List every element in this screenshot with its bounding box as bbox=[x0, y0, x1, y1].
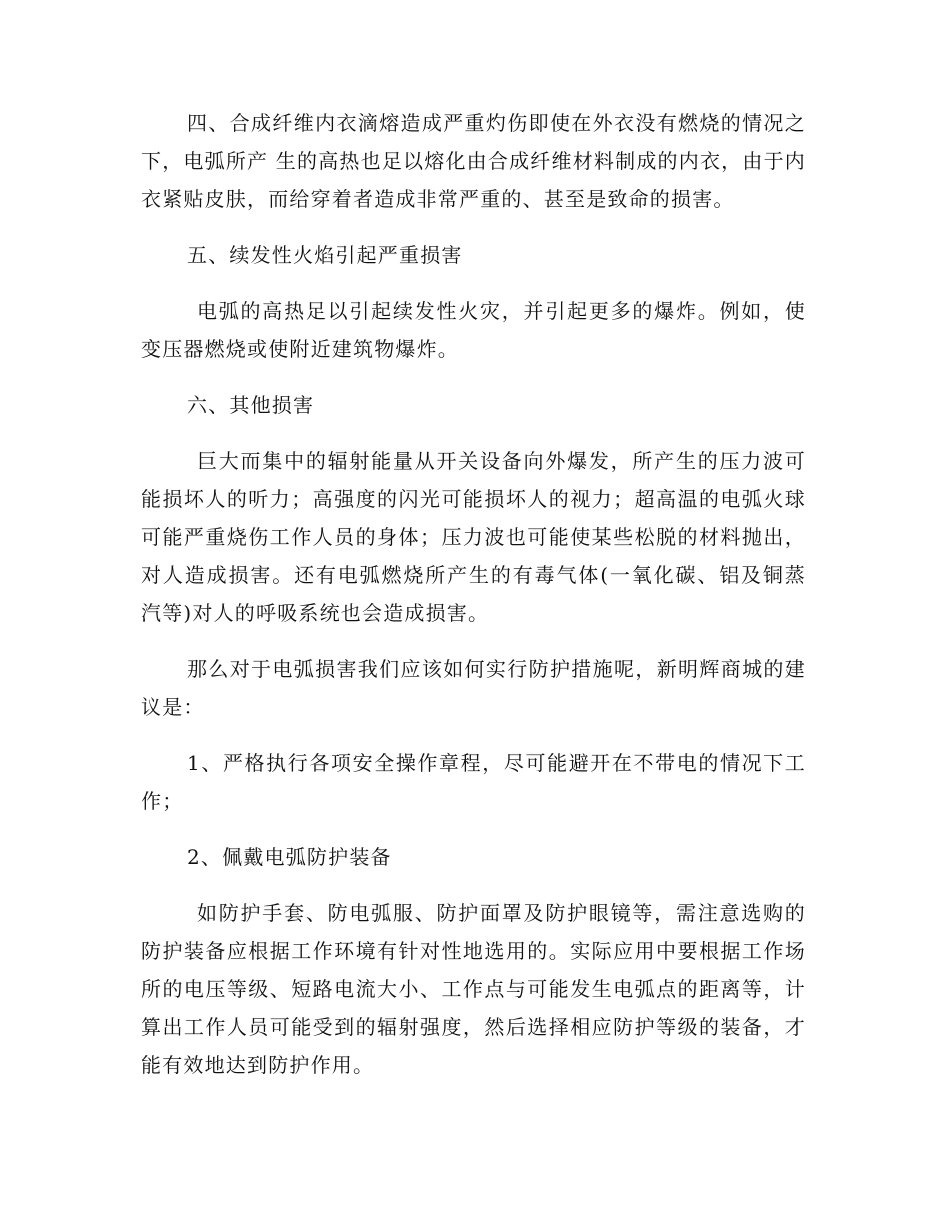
paragraph-protection-intro: 那么对于电弧损害我们应该如何实行防护措施呢，新明辉商城的建议是： bbox=[141, 657, 806, 719]
list-item-operating-rules: 1、严格执行各项安全操作章程，尽可能避开在不带电的情况下工作； bbox=[141, 751, 806, 813]
heading-secondary-fire: 五、续发性火焰引起严重损害 bbox=[187, 243, 463, 267]
paragraph-other-damage: 巨大而集中的辐射能量从开关设备向外爆发，所产生的压力波可能损坏人的听力；高强度的闪光可能损坏人的视力；超高温的电弧火球可能严重烧伤工作人员的身体；压力波也可能使某些松脱的材料抛出，对人造成损害。还有电弧燃烧所产生的有毒气体(一氧化碳、铝及铜蒸汽等)对人的呼吸系统也会造成损害。 bbox=[141, 449, 806, 625]
list-item-protective-equipment: 2、佩戴电弧防护装备 bbox=[187, 845, 392, 869]
paragraph-equipment-details: 如防护手套、防电弧服、防护面罩及防护眼镜等，需注意选购的防护装备应根据工作环境有针对性地选用的。实际应用中要根据工作场所的电压等级、短路电流大小、工作点与可能发生电弧点的距离等，计算出工作人员可能受到的辐射强度，然后选择相应防护等级的装备，才能有效地达到防护作用。 bbox=[141, 901, 806, 1077]
paragraph-synthetic-underwear-burns: 四、合成纤维内衣滴熔造成严重灼伤即使在外衣没有燃烧的情况之下，电弧所产 生的高热也足以熔化由合成纤维材料制成的内衣，由于内衣紧贴皮肤，而给穿着者造成非常严重的、甚至是致命的损害。 bbox=[141, 111, 806, 211]
paragraph-secondary-fire: 电弧的高热足以引起续发性火灾，并引起更多的爆炸。例如，使变压器燃烧或使附近建筑物爆炸。 bbox=[141, 299, 806, 361]
heading-other-damage: 六、其他损害 bbox=[187, 393, 315, 417]
document-body bbox=[141, 104, 806, 1084]
